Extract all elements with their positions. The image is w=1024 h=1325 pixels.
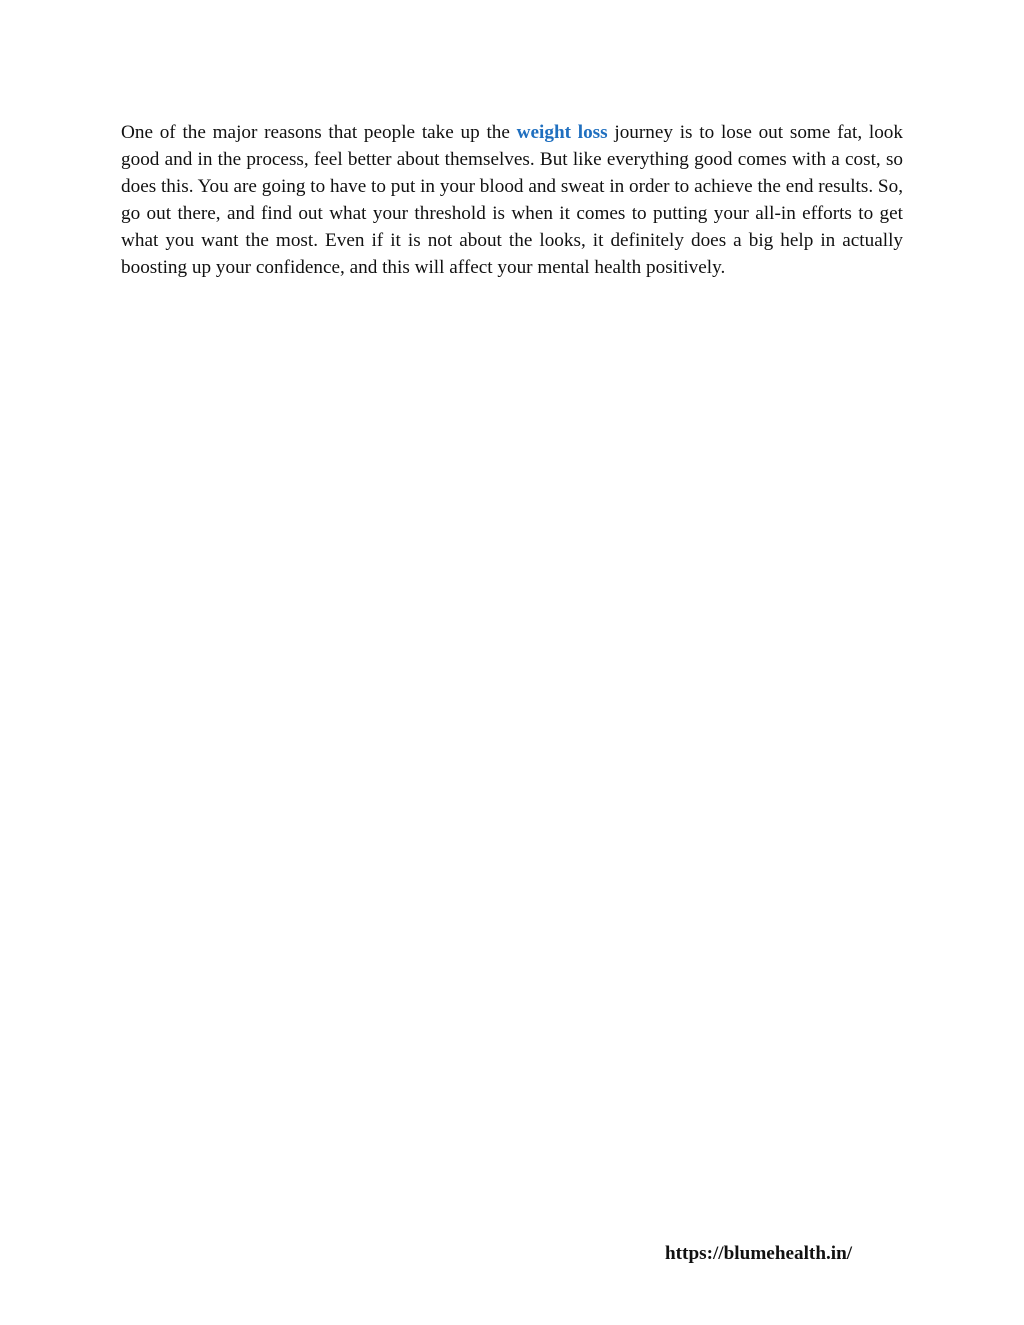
weight-loss-link[interactable]: weight loss bbox=[516, 122, 608, 143]
paragraph-text-end: journey is to lose out some fat, look good and in the process, feel better about themselves. But like everything good comes with a cost, so does this. You are going to have to put in your blood and sweat in order to achieve the end results. So, go out there, and find out what your threshold is when it comes to putting your all-in efforts to get what you want the most. Even if it is not about the looks, it definitely does a big help in actually boosting up your confidence, and this will affect your mental health positively. bbox=[121, 122, 903, 278]
body-paragraph bbox=[121, 119, 903, 281]
paragraph-text-start: One of the major reasons that people take up the bbox=[121, 122, 517, 143]
footer-url: https://blumehealth.in/ bbox=[665, 1243, 853, 1264]
